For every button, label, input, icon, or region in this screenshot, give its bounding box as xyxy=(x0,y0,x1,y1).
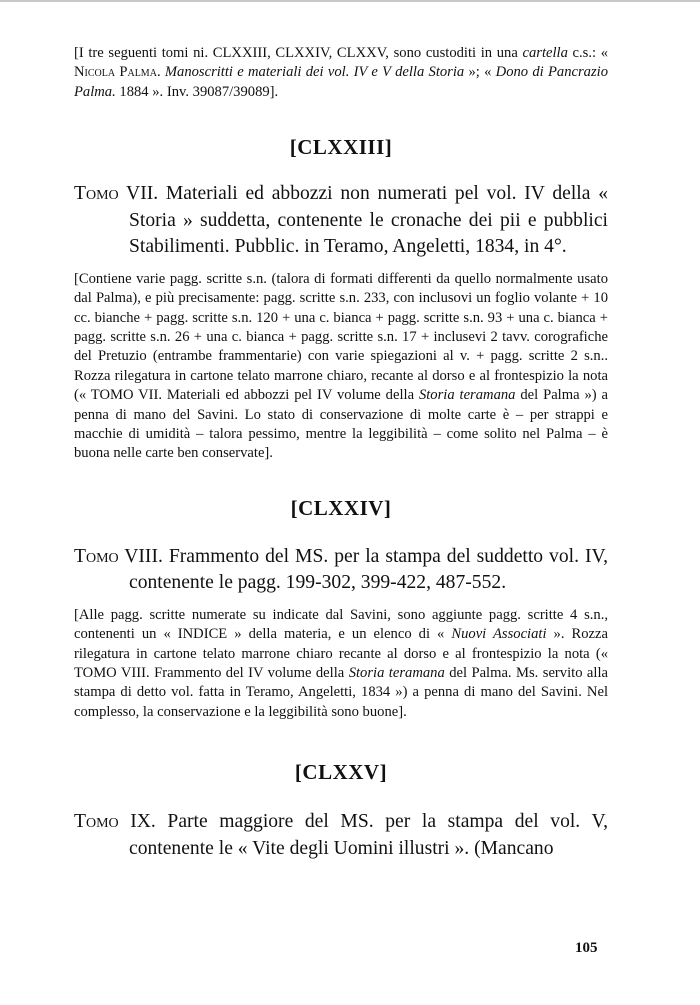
tomo-note-text: del Palma. Ms. servito alla stampa di detto vol. fatta in Teramo, Angeletti, 1834 ») a penna di mano del Savini. Nel complesso, la conservazione e la leggibilità sono buone]. xyxy=(74,665,608,720)
tomo-entry xyxy=(74,544,608,597)
scan-top-edge xyxy=(0,0,700,2)
intro-note-author-name: Nicola Palma xyxy=(74,64,157,81)
intro-note-text: »; « xyxy=(464,64,496,81)
tomo-description: IX. Parte maggiore del MS. per la stampa del vol. V, contenente le « Vite degli Uomini illustri ». (Mancano xyxy=(118,811,608,859)
tomo-note-text: [Contiene varie pagg. scritte s.n. (talora di formati differenti da quello normalmente usato dal Palma), e più precisamente: pagg. scritte s.n. 233, con inclusovi un foglio volante + 10 cc. bianche + pagg. scritte s.n. 120 + una c. bianca + pagg. scritte s.n. 93 + una c. bianca + pagg. scritte s.n. 26 + una c. bianca + pagg. scritte s.n. 17 + inclusevi 2 tavv. corografiche del Pretuzio (entrambe frammentarie) con varie spiegazioni al v. + pagg. scritte 2 s.n.. Rozza rilegatura in cartone telato marrone chiaro, recante al dorso e al frontespizio la nota (« TOMO VII. Materiali ed abbozzi pel IV volume della xyxy=(74,270,608,404)
intro-note-text: [I tre seguenti tomi ni. CLXXIII, CLXXIV, CLXXV, sono custoditi in una xyxy=(74,45,523,61)
page-number: 105 xyxy=(575,940,598,956)
intro-note-italic-dono: Dono di Pancrazio Palma. xyxy=(74,64,608,100)
intro-note-text: 1884 ». Inv. 39087/39089]. xyxy=(115,83,279,100)
document-page xyxy=(74,44,608,862)
intro-note-text: . xyxy=(156,64,165,81)
tomo-entry xyxy=(74,181,608,261)
tomo-description: VII. Materiali ed abbozzi non numerati pel vol. IV della « Storia » suddetta, contenente le cronache dei pii e pubblici Stabilimenti. Pubblic. in Teramo, Angeletti, 1834, in 4°. xyxy=(118,183,608,258)
tomo-note-italic: Nuovi Associati xyxy=(451,626,547,643)
tomo-description: VIII. Frammento del MS. per la stampa del suddetto vol. IV, contenente le pagg. 199-302, 399-422, 487-552. xyxy=(118,545,608,594)
intro-note xyxy=(74,44,608,102)
intro-note-italic-title: Manoscritti e materiali dei vol. IV e V della Storia xyxy=(164,64,465,81)
tomo-note-text: del Palma ») a penna di mano del Savini. Lo stato di conservazione di molte carte è – per strappi e macchie di umidità – talora pessimo, mentre la leggibilità – come solito nel Palma – è buona nelle carte ben conservate]. xyxy=(74,387,608,462)
tomo-note-italic: Storia teramana xyxy=(348,665,445,681)
tomo-note xyxy=(74,270,608,464)
tomo-label: Tomo xyxy=(74,545,119,567)
tomo-label: Tomo xyxy=(74,183,119,205)
tomo-label: Tomo xyxy=(74,811,119,833)
intro-note-text: c.s.: « xyxy=(567,45,609,61)
section-heading: [CLXXIV] xyxy=(290,495,392,520)
tomo-note-text: [Alle pagg. scritte numerate su indicate dal Savini, sono aggiunte pagg. scritte 4 s.n., contenenti un « INDICE » della materia, e un elenco di « xyxy=(74,606,608,643)
section-heading: [CLXXV] xyxy=(294,760,388,785)
tomo-note-text: ». Rozza rilegatura in cartone telato marrone chiaro recante al dorso e al frontespizio la nota (« TOMO VIII. Frammento del IV volume della xyxy=(74,626,608,681)
section-heading: [CLXXIII] xyxy=(289,135,393,160)
tomo-entry xyxy=(74,809,608,862)
intro-note-italic-cartella: cartella xyxy=(522,45,568,61)
tomo-note-italic: Storia teramana xyxy=(418,387,516,404)
tomo-note xyxy=(74,606,608,722)
